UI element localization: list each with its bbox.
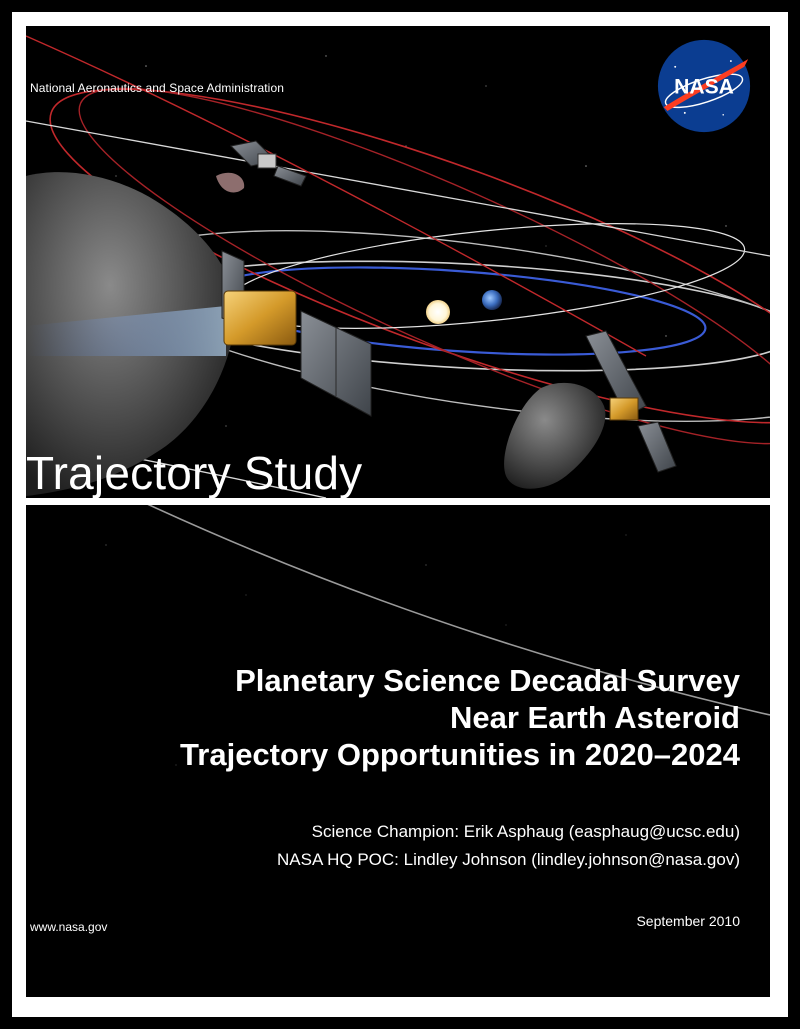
document-title <box>180 662 740 773</box>
hq-poc: NASA HQ POC: Lindley Johnson (lindley.johnson@nasa.gov) <box>277 850 740 869</box>
publication-date: September 2010 <box>636 913 740 929</box>
study-title: Trajectory Study <box>26 447 363 498</box>
svg-text:NASA: NASA <box>674 75 734 99</box>
cover-illustration <box>26 26 770 498</box>
agency-name: National Aeronautics and Space Administration <box>30 81 284 95</box>
science-champion: Science Champion: Erik Asphaug (easphaug@ucsc.edu) <box>311 822 740 841</box>
sun-icon <box>426 300 450 324</box>
title-line-3: Trajectory Opportunities in 2020–2024 <box>180 737 740 772</box>
website-link[interactable]: www.nasa.gov <box>30 920 108 934</box>
earth-icon <box>482 290 502 310</box>
title-line-1: Planetary Science Decadal Survey <box>235 663 740 698</box>
asteroid-small <box>504 383 605 489</box>
title-panel <box>26 505 770 997</box>
contacts <box>277 818 740 874</box>
spacecraft-top <box>216 141 306 192</box>
nasa-logo-icon <box>656 38 752 134</box>
title-line-2: Near Earth Asteroid <box>450 700 740 735</box>
